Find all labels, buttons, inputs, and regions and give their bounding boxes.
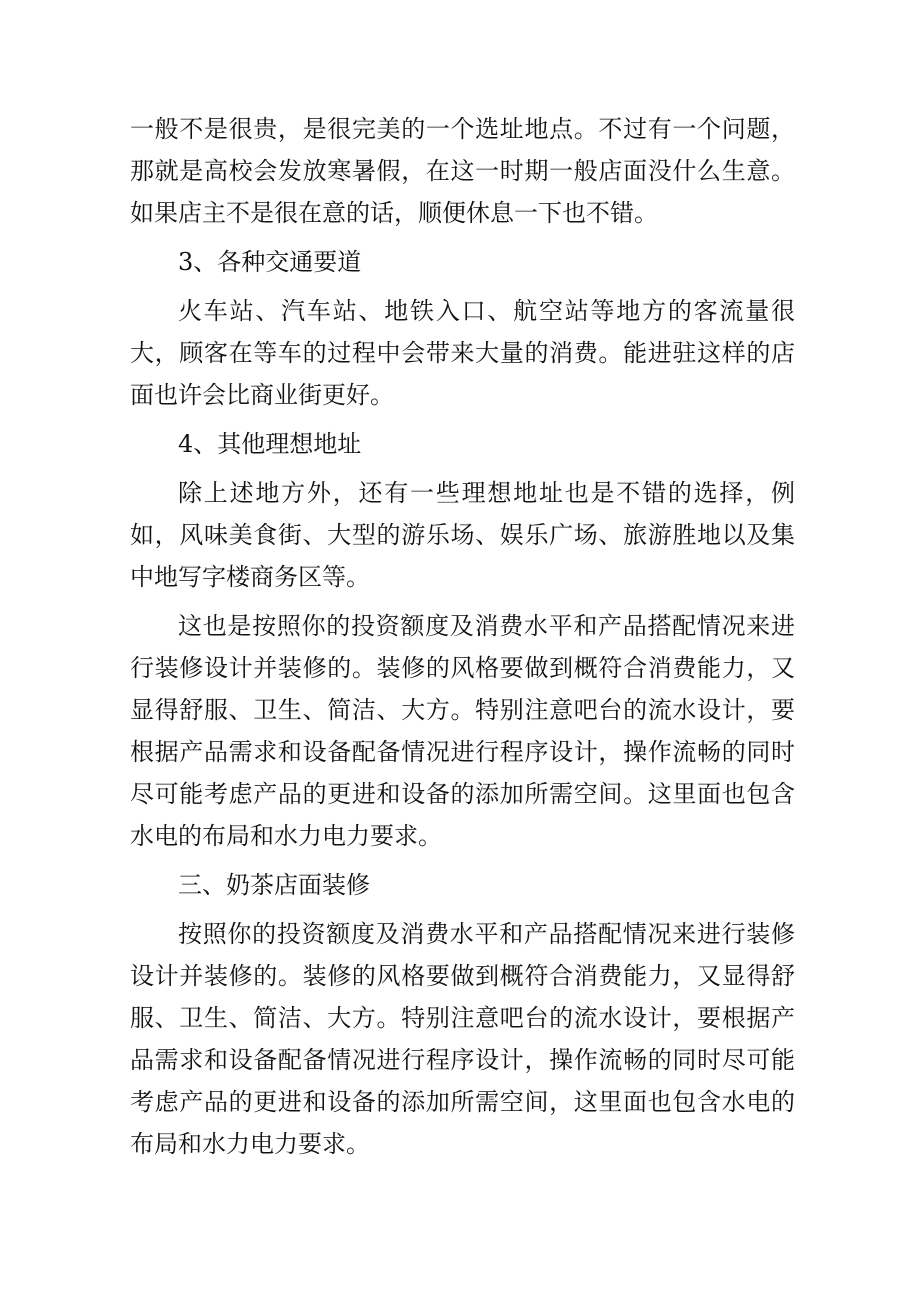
heading-transport-hubs: 3、各种交通要道 xyxy=(178,248,362,276)
paragraph-other-locations: 除上述地方外，还有一些理想地址也是不错的选择，例如，风味美食街、大型的游乐场、娱乐广场、旅游胜地以及集中地写字楼商务区等。 xyxy=(130,479,795,591)
heading-other-locations: 4、其他理想地址 xyxy=(178,430,362,458)
paragraph-decoration-intro: 这也是按照你的投资额度及消费水平和产品搭配情况来进行装修设计并装修的。装修的风格要做到概符合消费能力，又显得舒服、卫生、简洁、大方。特别注意吧台的流水设计，要根据产品需求和设备配备情况进行程序设计，操作流畅的同时尽可能考虑产品的更进和设备的添加所需空间。这里面也包含水电的布局和水力电力要求。 xyxy=(130,612,795,850)
paragraph-shop-decoration: 按照你的投资额度及消费水平和产品搭配情况来进行装修设计并装修的。装修的风格要做到概符合消费能力，又显得舒服、卫生、简洁、大方。特别注意吧台的流水设计，要根据产品需求和设备配备情况进行程序设计，操作流畅的同时尽可能考虑产品的更进和设备的添加所需空间，这里面也包含水电的布局和水力电力要求。 xyxy=(130,920,795,1158)
paragraph-transport-hubs: 火车站、汽车站、地铁入口、航空站等地方的客流量很大，顾客在等车的过程中会带来大量的消费。能进驻这样的店面也许会比商业街更好。 xyxy=(130,297,795,409)
heading-shop-decoration: 三、奶茶店面装修 xyxy=(178,871,370,899)
document-body xyxy=(130,108,795,1172)
paragraph-campus-continued: 一般不是很贵，是很完美的一个选址地点。不过有一个问题，那就是高校会发放寒暑假，在这一时期一般店面没什么生意。如果店主不是很在意的话，顺便休息一下也不错。 xyxy=(130,115,795,227)
